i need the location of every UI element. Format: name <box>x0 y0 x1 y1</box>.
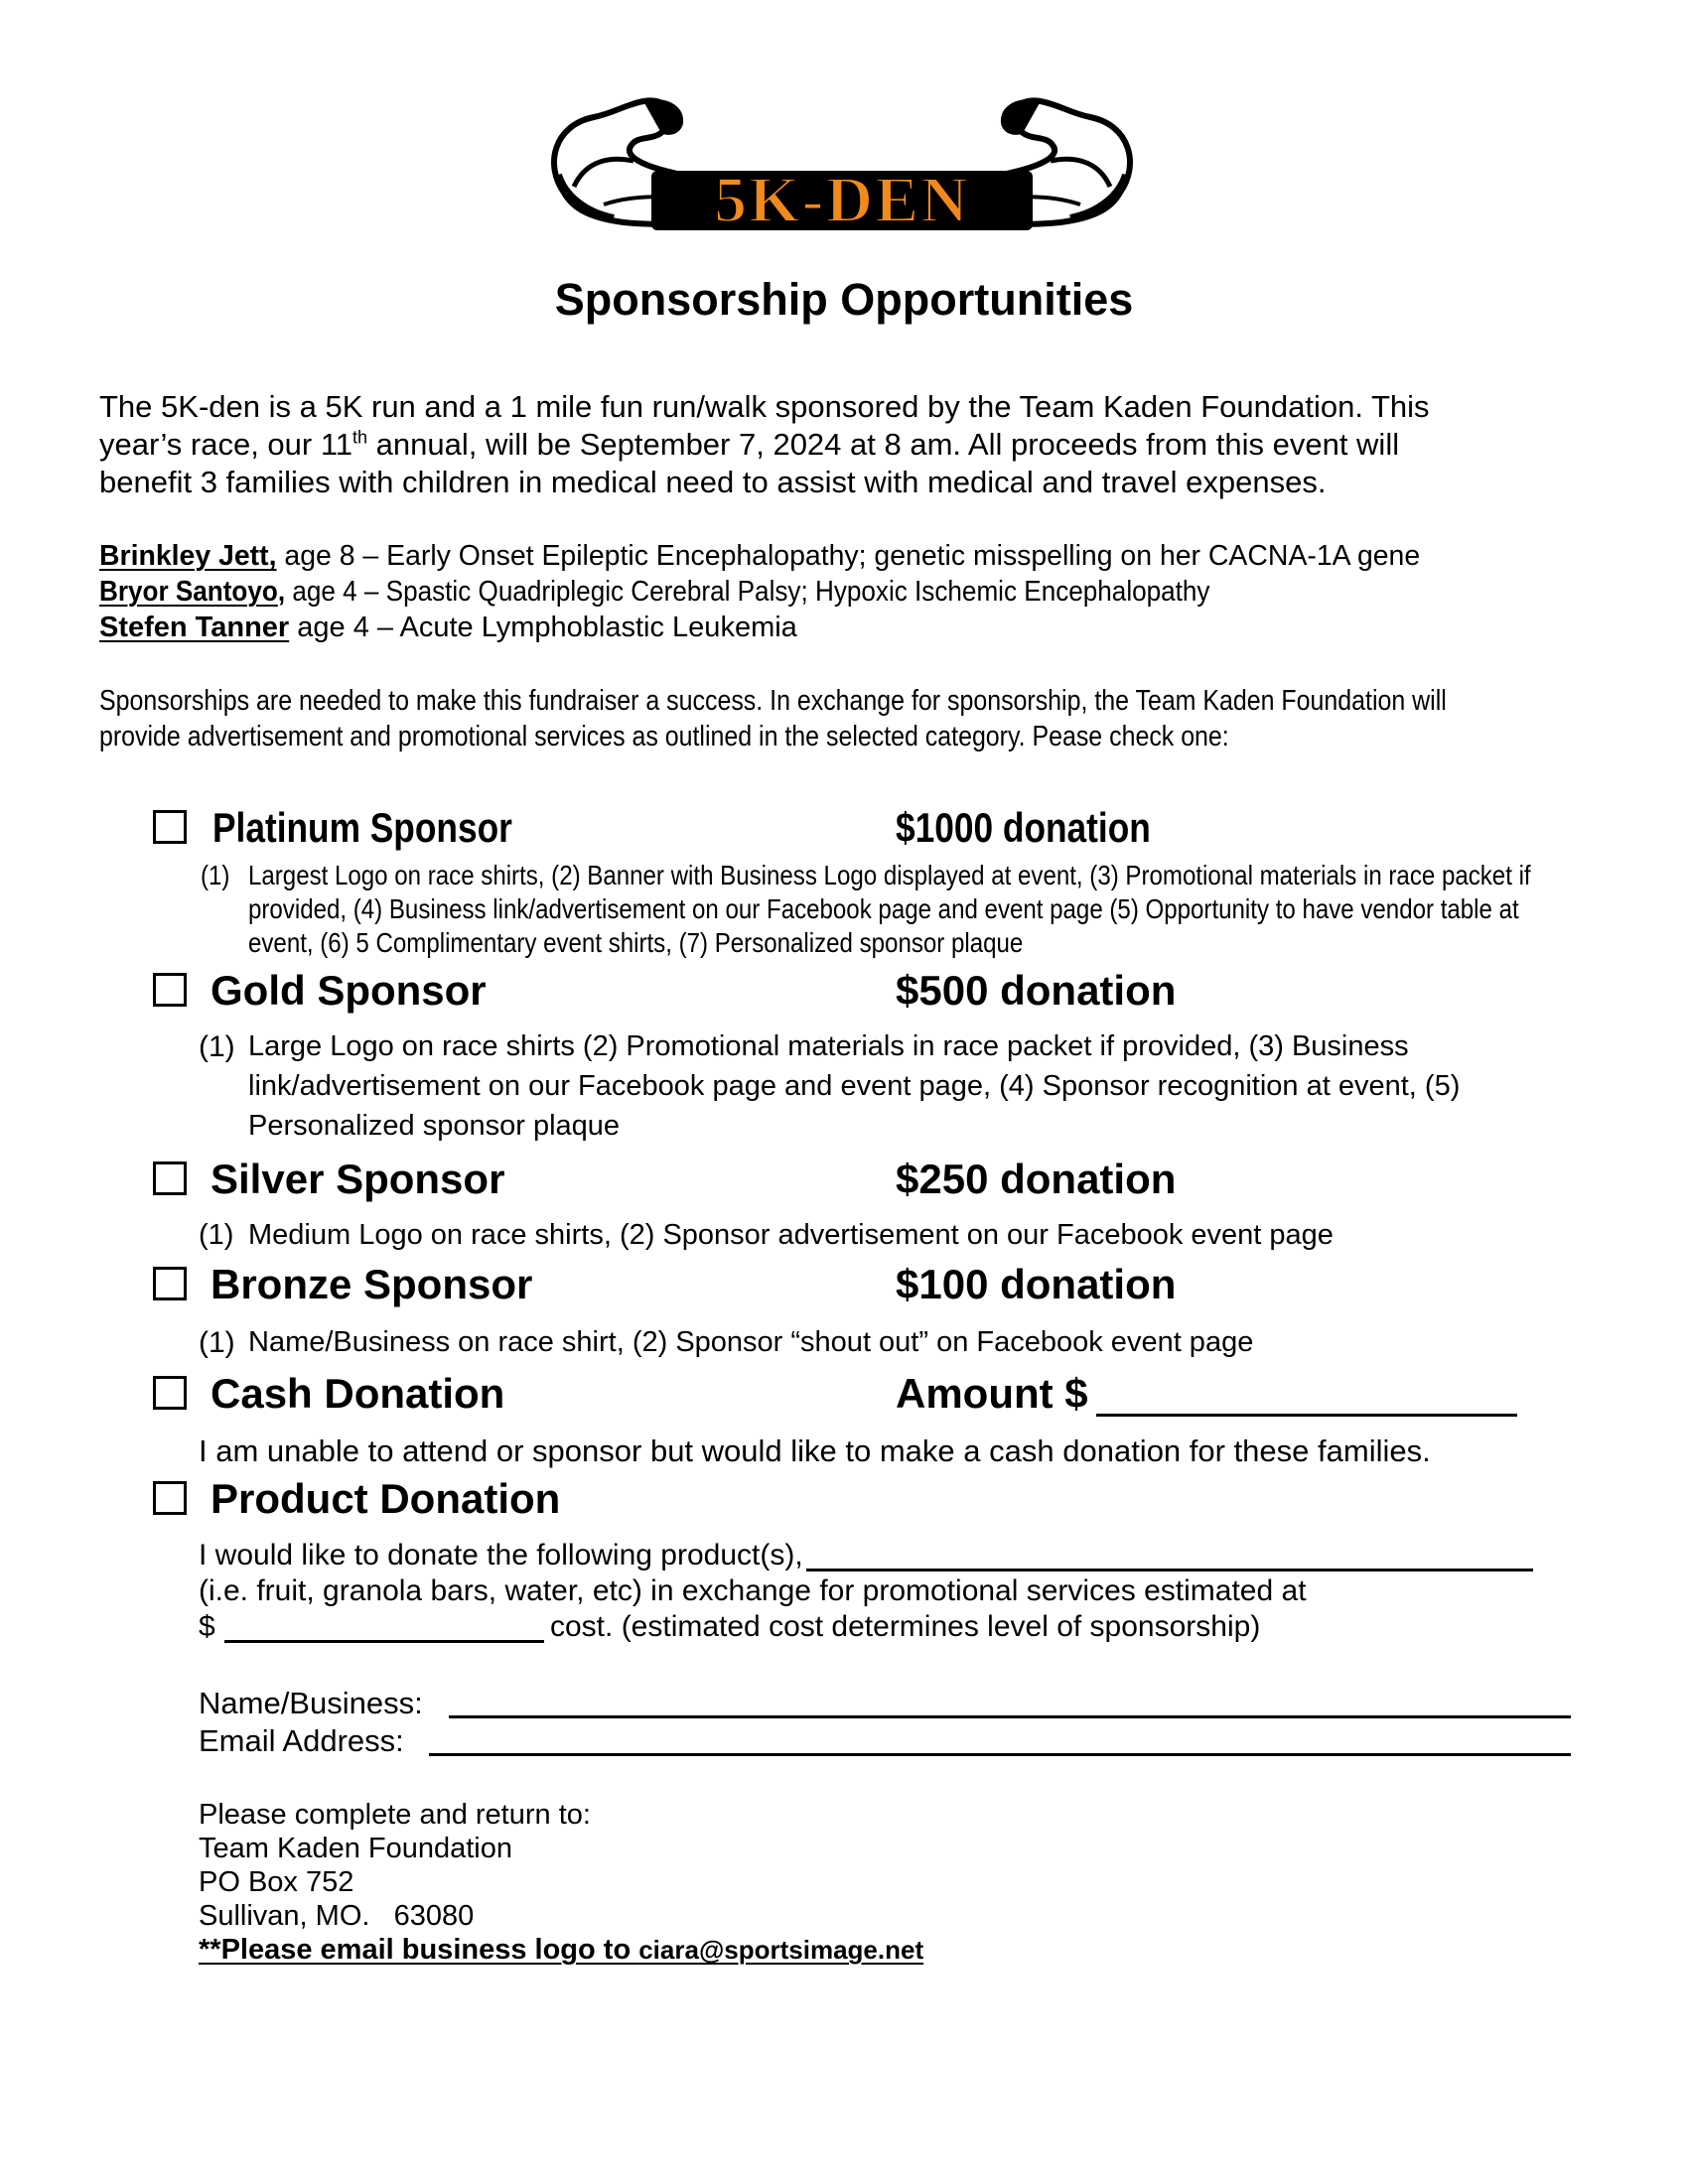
child-detail: age 4 – Spastic Quadriplegic Cerebral Palsy; Hypoxic Ischemic Encephalopathy <box>285 576 1210 608</box>
product-field[interactable] <box>806 1569 1533 1571</box>
bronze-name: Bronze Sponsor <box>211 1261 533 1307</box>
return-heading: Please complete and return to: <box>199 1799 591 1831</box>
child-name: Brinkley Jett, <box>99 540 277 572</box>
name-business-field[interactable] <box>449 1715 1571 1718</box>
platinum-name: Platinum Sponsor <box>212 804 512 851</box>
cash-desc-1: I am unable to attend or sponsor but would like to make a cash donation for these families. <box>199 1433 1431 1468</box>
intro-line-1: The 5K-den is a 5K run and a 1 mile fun run/walk sponsored by the Team Kaden Foundation. This <box>99 389 1430 424</box>
5k-den-logo <box>544 95 1140 238</box>
child-detail: age 4 – Acute Lymphoblastic Leukemia <box>289 612 797 643</box>
platinum-checkbox[interactable] <box>153 810 187 844</box>
gold-desc-3: Personalized sponsor plaque <box>248 1110 621 1142</box>
intro-line-2-b: annual, will be September 7, 2024 at 8 am. All proceeds from this event will <box>367 427 1400 462</box>
bronze-num: (1) <box>199 1326 235 1359</box>
silver-num: (1) <box>199 1219 234 1251</box>
silver-checkbox[interactable] <box>153 1161 187 1195</box>
gold-checkbox[interactable] <box>153 973 187 1007</box>
child-stefen <box>99 612 797 644</box>
child-name: Stefen Tanner <box>99 612 290 643</box>
bronze-amount: $100 donation <box>896 1261 1177 1307</box>
gold-desc-1: Large Logo on race shirts (2) Promotional materials in race packet if provided, (3) Business <box>248 1030 1409 1062</box>
return-org: Team Kaden Foundation <box>199 1833 512 1864</box>
return-city: Sullivan, MO. 63080 <box>199 1900 475 1932</box>
intro-line-2-a: year’s race, our 11 <box>99 427 353 462</box>
ordinal-suffix: th <box>352 427 368 448</box>
product-line-3-b: cost. (estimated cost determines level of sponsorship) <box>550 1610 1261 1643</box>
need-line-1: Sponsorships are needed to make this fundraiser a success. In exchange for sponsorship, the Team Kaden Foundation will <box>99 685 1447 717</box>
need-line-2: provide advertisement and promotional services as outlined in the selected category. Pease check one: <box>99 721 1229 752</box>
child-bryor <box>99 576 1209 609</box>
platinum-desc-1: Largest Logo on race shirts, (2) Banner with Business Logo displayed at event, (3) Promotional materials in race packet if <box>248 860 1531 890</box>
bronze-desc-1: Name/Business on race shirt, (2) Sponsor “shout out” on Facebook event page <box>248 1326 1254 1358</box>
product-line-2: (i.e. fruit, granola bars, water, etc) in exchange for promotional services estimated at <box>199 1574 1307 1607</box>
page-title: Sponsorship Opportunities <box>554 274 1134 325</box>
child-detail: age 8 – Early Onset Epileptic Encephalopathy; genetic misspelling on her CACNA-1A gene <box>276 540 1421 572</box>
child-name-comma: , <box>277 576 286 608</box>
return-box: PO Box 752 <box>199 1866 354 1898</box>
gold-num: (1) <box>199 1030 235 1063</box>
child-brinkley <box>99 540 1420 573</box>
child-name: Bryor Santoyo <box>99 576 278 608</box>
logo-text: 5K-DEN <box>714 164 970 236</box>
platinum-desc-3: event, (6) 5 Complimentary event shirts, (7) Personalized sponsor plaque <box>248 927 1024 958</box>
cash-amount-field[interactable] <box>1096 1414 1517 1417</box>
platinum-desc-2: provided, (4) Business link/advertisement on our Facebook page and event page (5) Opportunity to have vendor table at <box>248 893 1519 924</box>
product-cost-field[interactable] <box>224 1640 544 1643</box>
bronze-checkbox[interactable] <box>153 1267 187 1300</box>
gold-name: Gold Sponsor <box>211 967 487 1014</box>
product-name: Product Donation <box>211 1475 561 1522</box>
silver-name: Silver Sponsor <box>211 1156 505 1202</box>
cash-amount-label: Amount $ <box>896 1370 1088 1417</box>
product-checkbox[interactable] <box>153 1481 187 1515</box>
platinum-num: (1) <box>201 860 230 890</box>
product-line-1: I would like to donate the following product(s), <box>199 1539 803 1571</box>
product-line-3-a: $ <box>199 1610 215 1643</box>
email-label: Email Address: <box>199 1723 404 1758</box>
cash-name: Cash Donation <box>211 1370 505 1417</box>
silver-amount: $250 donation <box>896 1156 1177 1202</box>
intro-line-2 <box>99 427 1399 463</box>
gold-amount: $500 donation <box>896 967 1177 1014</box>
cash-checkbox[interactable] <box>153 1376 187 1410</box>
email-field[interactable] <box>429 1753 1571 1756</box>
email-note-text: **Please email business logo to <box>199 1934 639 1966</box>
intro-line-3: benefit 3 families with children in medical need to assist with medical and travel expenses. <box>99 465 1327 499</box>
name-business-label: Name/Business: <box>199 1686 423 1720</box>
silver-desc-1: Medium Logo on race shirts, (2) Sponsor advertisement on our Facebook event page <box>248 1219 1334 1251</box>
contact-email-link[interactable]: ciara@sportsimage.net <box>638 1935 924 1965</box>
platinum-amount: $1000 donation <box>896 804 1151 851</box>
gold-desc-2: link/advertisement on our Facebook page and event page, (4) Sponsor recognition at event, (5) <box>248 1070 1461 1102</box>
email-logo-note <box>199 1934 923 1967</box>
